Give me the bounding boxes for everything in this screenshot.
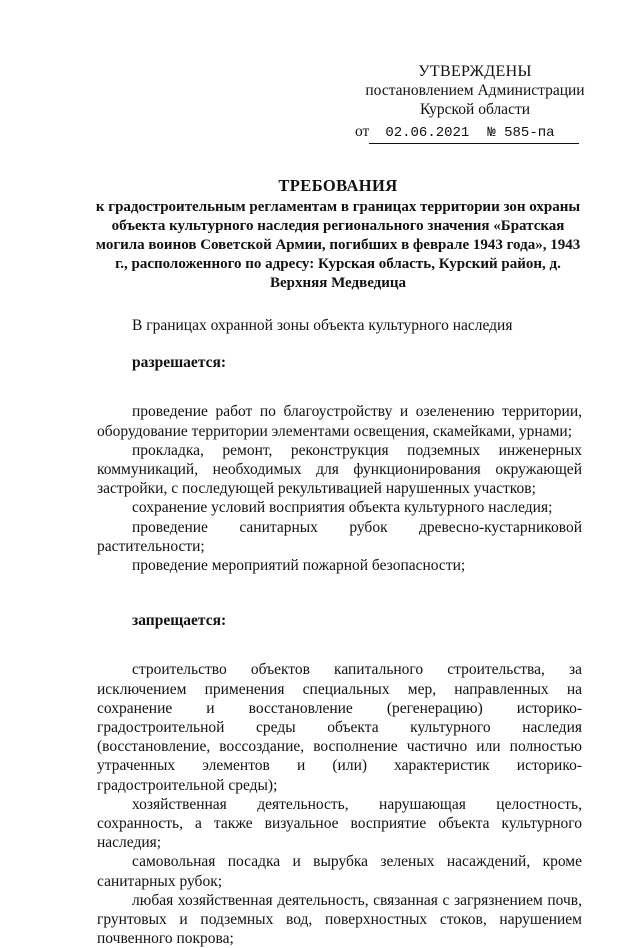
- intro-paragraph: В границах охранной зоны объекта культурного наследия: [132, 317, 513, 334]
- allowed-item: проведение работ по благоустройству и озеленению территории, оборудование территории элементами освещения, скамейками, урнами;: [97, 403, 582, 440]
- prohibited-item: хозяйственная деятельность, нарушающая целостность, сохранность, а также визуальное восприятие объекта культурного наследия;: [97, 795, 582, 852]
- prohibited-heading: запрещается:: [132, 612, 227, 630]
- approval-date-line: [355, 122, 595, 144]
- allowed-heading: разрешается:: [132, 354, 227, 372]
- document-title-block: [88, 176, 588, 293]
- date-prefix: от: [355, 122, 370, 140]
- approval-date: 02.06.2021: [369, 124, 485, 144]
- approval-number: № 585-па: [485, 124, 579, 144]
- prohibited-item: строительство объектов капитального строительства, за исключением применения специальных мер, направленных на сохранение и восстановление (регенерацию) историко-градостроительной среды объекта культурного наследия (восстановление, воссоздание, восполнение частично или полностью утраченных элементов и (или) характеристик историко-градостроительной среды);: [97, 661, 582, 794]
- approval-stamp: [355, 62, 595, 144]
- prohibited-item: любая хозяйственная деятельность, связанная с загрязнением почв, грунтовых и подземных вод, поверхностных стоков, нарушением почвенного покрова;: [97, 891, 582, 948]
- approval-heading: УТВЕРЖДЕНЫ: [418, 63, 532, 80]
- approval-line-1: постановлением Администрации: [365, 82, 585, 100]
- allowed-item: сохранение условий восприятия объекта культурного наследия;: [132, 499, 553, 517]
- document-title: ТРЕБОВАНИЯ: [278, 176, 398, 195]
- document-body: [97, 316, 582, 948]
- allowed-item: проведение мероприятий пожарной безопасности;: [132, 557, 466, 575]
- prohibited-item: самовольная посадка и вырубка зеленых насаждений, кроме санитарных рубок;: [97, 853, 582, 890]
- allowed-item: проведение санитарных рубок древесно-кустарниковой растительности;: [97, 518, 582, 555]
- allowed-item: прокладка, ремонт, реконструкция подземных инженерных коммуникаций, необходимых для функционирования окружающей застройки, с последующей рекультивацией нарушенных участков;: [97, 441, 582, 498]
- document-subtitle: к градостроительным регламентам в границах территории зон охраны объекта культурного наследия регионального значения «Братская могила воинов Советской Армии, погибших в феврале 1943 года», 1943 г., расположенного по адресу: Курская область, Курский район, д. Верхняя Медведица: [95, 199, 581, 292]
- approval-line-2: Курской области: [419, 101, 531, 119]
